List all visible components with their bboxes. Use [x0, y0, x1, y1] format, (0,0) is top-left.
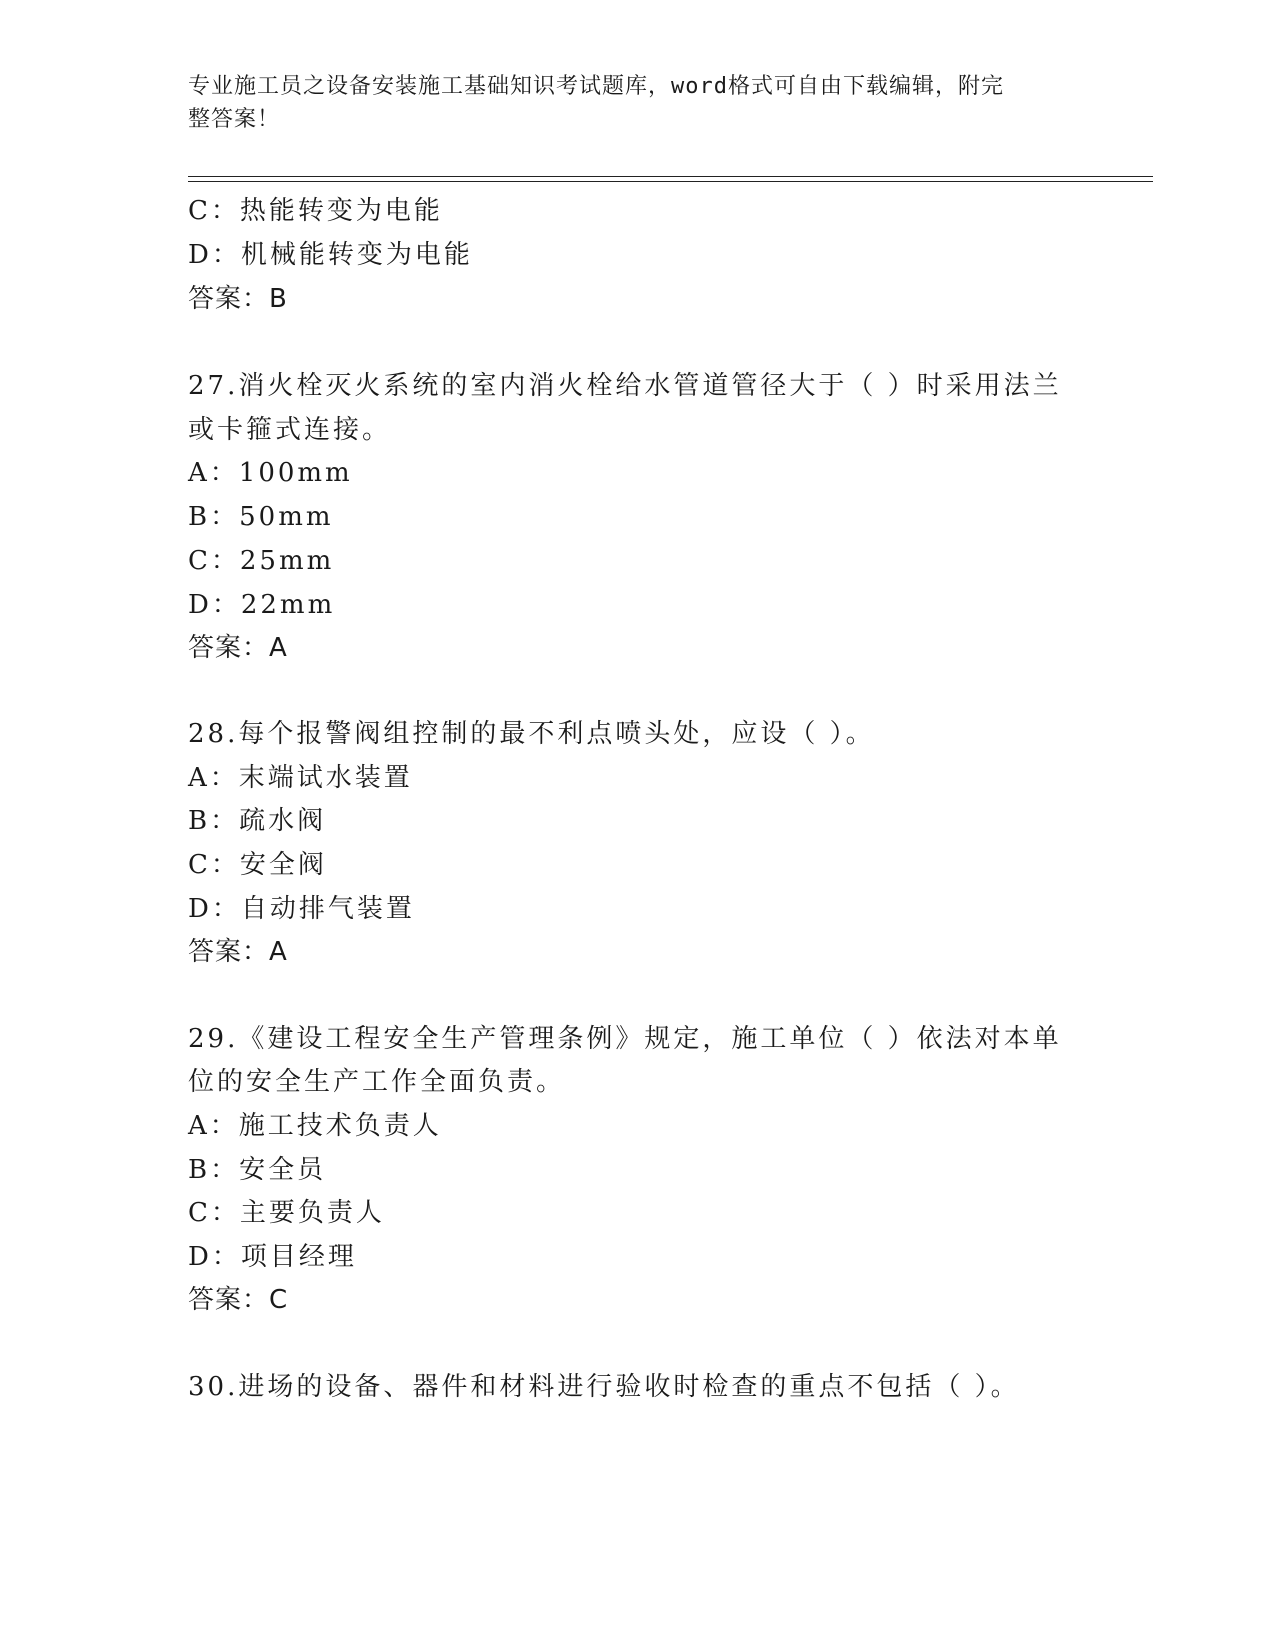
document-header: [188, 70, 1068, 136]
answer: 答案：B: [188, 284, 288, 314]
option-b: B：疏水阀: [188, 806, 327, 836]
option-c: C：热能转变为电能: [188, 196, 443, 226]
option-c: C：安全阀: [188, 850, 327, 880]
option-b: B：安全员: [188, 1155, 327, 1185]
header-line-2: 整答案！: [188, 107, 281, 132]
option-b: B：50mm: [188, 502, 334, 532]
option-d: D：自动排气装置: [188, 894, 415, 924]
question-stem: 30.进场的设备、器件和材料进行验收时检查的重点不包括（ ）。: [188, 1372, 1020, 1402]
answer: 答案：A: [188, 937, 288, 967]
option-c: C：25mm: [188, 546, 335, 576]
option-a: A：施工技术负责人: [188, 1111, 442, 1141]
question-stem: 29.《建设工程安全生产管理条例》规定，施工单位（ ）依法对本单: [188, 1024, 1062, 1054]
option-c: C：主要负责人: [188, 1198, 385, 1228]
question-stem-continued: 位的安全生产工作全面负责。: [188, 1067, 566, 1097]
answer: 答案：C: [188, 1285, 289, 1315]
option-a: A：100mm: [188, 458, 353, 488]
option-a: A：末端试水装置: [188, 763, 413, 793]
option-d: D：项目经理: [188, 1242, 357, 1272]
option-d: D：22mm: [188, 590, 336, 620]
question-stem-continued: 或卡箍式连接。: [188, 415, 392, 445]
header-divider-bottom: [188, 181, 1153, 182]
option-d: D：机械能转变为电能: [188, 240, 473, 270]
question-stem: 27.消火栓灭火系统的室内消火栓给水管道管径大于（ ）时采用法兰: [188, 371, 1062, 401]
answer: 答案：A: [188, 633, 288, 663]
header-divider-top: [188, 176, 1153, 177]
question-stem: 28.每个报警阀组控制的最不利点喷头处，应设（ ）。: [188, 719, 875, 749]
header-line-1: 专业施工员之设备安装施工基础知识考试题库，word格式可自由下载编辑，附完: [188, 74, 1004, 99]
